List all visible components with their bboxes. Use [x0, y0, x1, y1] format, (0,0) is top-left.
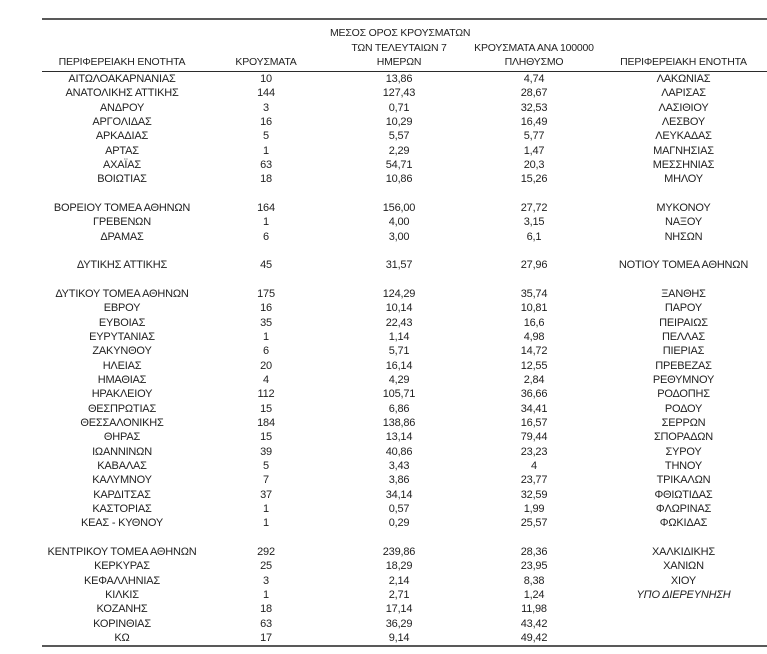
- cell-region: ΔΥΤΙΚΗΣ ΑΤΤΙΚΗΣ: [76, 259, 168, 272]
- column-header-cases: [202, 55, 330, 69]
- cell-cases: 184: [257, 417, 275, 430]
- cell-region: ΗΛΕΙΑΣ: [102, 359, 142, 372]
- cell-avg7: 54,71: [385, 159, 413, 172]
- cell-cases: 292: [257, 545, 275, 558]
- cell-region2: ΜΑΓΝΗΣΙΑΣ: [653, 144, 714, 157]
- cell-per100k: 36,66: [520, 388, 548, 401]
- table-row: [42, 72, 767, 86]
- cell-region: ΗΜΑΘΙΑΣ: [97, 374, 147, 387]
- table-row: [42, 602, 767, 616]
- cell-cases: 18: [260, 603, 272, 616]
- cell-region: ΚΕΡΚΥΡΑΣ: [94, 560, 150, 573]
- spacer-row: [42, 531, 767, 545]
- cell-avg7: 36,29: [385, 617, 413, 630]
- cell-region: ΑΝΔΡΟΥ: [99, 101, 145, 114]
- table-header: [42, 20, 767, 72]
- cell-region2: ΝΗΣΩΝ: [664, 230, 703, 243]
- cell-cases: 18: [260, 173, 272, 186]
- cell-per100k: 16,49: [520, 116, 548, 129]
- cell-per100k: 23,95: [520, 560, 548, 573]
- cell-region: ΗΡΑΚΛΕΙΟΥ: [91, 388, 153, 401]
- column-header-line: ΗΜΕΡΩΝ: [376, 55, 422, 68]
- table-row: [42, 616, 767, 630]
- column-header-line: ΚΡΟΥΣΜΑΤΑ: [235, 55, 297, 68]
- cell-per100k: 16,57: [520, 417, 548, 430]
- table-row: [42, 258, 767, 272]
- cell-per100k: 28,36: [520, 545, 548, 558]
- cell-region: ΕΒΡΟΥ: [103, 302, 141, 315]
- table-row: [42, 316, 767, 330]
- cell-cases: 10: [260, 73, 272, 86]
- cell-region: ΓΡΕΒΕΝΩΝ: [93, 216, 151, 229]
- cell-cases: 5: [263, 130, 269, 143]
- cell-per100k: 3,15: [523, 216, 545, 229]
- cell-cases: 112: [257, 388, 275, 401]
- cell-region: ΚΕΝΤΡΙΚΟΥ ΤΟΜΕΑ ΑΘΗΝΩΝ: [47, 545, 197, 558]
- cell-region: ΚΟΡΙΝΘΙΑΣ: [93, 617, 151, 630]
- cell-per100k: 79,44: [520, 431, 548, 444]
- cell-region2: ΝΑΞΟΥ: [665, 216, 702, 229]
- cell-cases: 1: [263, 503, 269, 515]
- cell-per100k: 5,77: [523, 130, 545, 143]
- cell-per100k: 4: [531, 460, 537, 473]
- cell-avg7: 2,71: [388, 588, 410, 601]
- cell-avg7: 6,86: [388, 402, 410, 415]
- table-row: [42, 573, 767, 587]
- cell-region2: ΣΠΟΡΑΔΩΝ: [653, 431, 714, 444]
- cell-cases: 3: [263, 101, 269, 114]
- cell-avg7: 4,00: [388, 216, 410, 229]
- column-header-avg7: [330, 26, 471, 69]
- cell-region: ΚΑΛΥΜΝΟΥ: [92, 474, 152, 487]
- cell-region2: ΛΑΚΩΝΙΑΣ: [656, 73, 711, 86]
- cell-avg7: 10,14: [385, 302, 413, 315]
- cell-region: ΒΟΡΕΙΟΥ ΤΟΜΕΑ ΑΘΗΝΩΝ: [53, 202, 191, 215]
- cell-region2: ΦΩΚΙΔΑΣ: [659, 517, 708, 530]
- column-header-line: ΠΕΡΙΦΕΡΕΙΑΚΗ ΕΝΟΤΗΤΑ: [58, 55, 186, 68]
- cell-region: ΑΡΤΑΣ: [105, 144, 139, 157]
- cell-avg7: 18,29: [385, 560, 413, 573]
- cell-avg7: 40,86: [385, 445, 413, 458]
- cell-cases: 6: [263, 230, 269, 243]
- cell-region2: ΛΕΥΚΑΔΑΣ: [655, 130, 712, 143]
- table-row: [42, 287, 767, 301]
- cell-cases: 1: [263, 588, 269, 601]
- cell-region2: ΤΡΙΚΑΛΩΝ: [656, 474, 711, 487]
- cell-region: ΙΩΑΝΝΙΝΩΝ: [92, 445, 152, 458]
- cell-region: ΚΙΛΚΙΣ: [105, 588, 139, 601]
- cell-region2: ΠΕΛΛΑΣ: [662, 331, 705, 344]
- cell-region2: ΛΑΣΙΘΙΟΥ: [658, 101, 709, 114]
- cell-region: ΑΧΑΪΑΣ: [102, 159, 141, 172]
- cell-region: ΔΡΑΜΑΣ: [100, 230, 144, 243]
- cell-region: ΚΟΖΑΝΗΣ: [96, 603, 148, 616]
- table-row: [42, 344, 767, 358]
- cell-per100k: 25,57: [520, 517, 548, 530]
- cell-per100k: 10,81: [520, 302, 548, 315]
- cell-per100k: 11,98: [521, 603, 547, 616]
- cell-avg7: 5,71: [388, 345, 410, 358]
- table-row: [42, 373, 767, 387]
- cell-cases: 16: [260, 302, 272, 315]
- cell-cases: 1: [263, 331, 269, 344]
- cell-region2: ΞΑΝΘΗΣ: [661, 288, 706, 301]
- cell-per100k: 23,77: [520, 474, 548, 487]
- cell-region: ΘΕΣΠΡΩΤΙΑΣ: [87, 402, 157, 415]
- spacer-row: [42, 273, 767, 287]
- cell-region2: ΤΗΝΟΥ: [664, 460, 703, 473]
- cell-cases: 164: [257, 202, 275, 215]
- cell-region2: ΡΟΔΟΠΗΣ: [657, 388, 710, 401]
- cell-cases: 1: [263, 216, 269, 229]
- column-header-region2: [600, 55, 767, 69]
- cell-region2: ΥΠΟ ΔΙΕΡΕΥΝΗΣΗ: [636, 588, 731, 601]
- cell-cases: 7: [263, 474, 269, 487]
- table-row: [42, 387, 767, 401]
- table-row: [42, 545, 767, 559]
- cell-avg7: 138,86: [382, 417, 416, 430]
- cell-avg7: 0,29: [388, 517, 410, 530]
- cell-per100k: 2,84: [523, 374, 545, 387]
- cell-per100k: 35,74: [520, 288, 548, 301]
- cell-avg7: 156,00: [382, 202, 416, 215]
- cell-avg7: 0,71: [388, 101, 410, 114]
- cell-per100k: 27,96: [520, 259, 548, 272]
- cell-region: ΑΡΓΟΛΙΔΑΣ: [92, 116, 152, 129]
- cell-avg7: 3,43: [388, 460, 410, 473]
- cell-region: ΚΑΡΔΙΤΣΑΣ: [93, 488, 151, 501]
- cell-per100k: 4,98: [523, 331, 545, 344]
- cell-per100k: 16,6: [523, 316, 545, 329]
- spacer-row: [42, 244, 767, 258]
- table-row: [42, 172, 767, 186]
- cell-region2: ΠΙΕΡΙΑΣ: [662, 345, 705, 358]
- column-header-line: ΠΕΡΙΦΕΡΕΙΑΚΗ ΕΝΟΤΗΤΑ: [620, 55, 747, 68]
- table-row: [42, 516, 767, 530]
- cell-per100k: 34,41: [520, 402, 548, 415]
- cell-avg7: 127,43: [382, 87, 416, 100]
- cell-region: ΑΝΑΤΟΛΙΚΗΣ ΑΤΤΙΚΗΣ: [65, 87, 179, 100]
- table-row: [42, 115, 767, 129]
- cell-region2: ΠΑΡΟΥ: [664, 302, 703, 315]
- cell-region2: ΣΕΡΡΩΝ: [661, 417, 706, 430]
- cell-avg7: 13,86: [385, 73, 413, 86]
- cell-cases: 45: [260, 259, 272, 272]
- cell-avg7: 124,29: [382, 288, 416, 301]
- table-row: [42, 215, 767, 229]
- column-header-line: ΜΕΣΟΣ ΟΡΟΣ ΚΡΟΥΣΜΑΤΩΝ: [330, 27, 471, 40]
- cell-region2: ΧΙΟΥ: [670, 574, 697, 587]
- cell-avg7: 4,29: [388, 374, 410, 387]
- cell-region: ΑΙΤΩΛΟΑΚΑΡΝΑΝΙΑΣ: [68, 73, 176, 86]
- cell-region2: ΡΕΘΥΜΝΟΥ: [652, 374, 715, 387]
- cell-avg7: 3,00: [388, 230, 410, 243]
- cell-avg7: 2,29: [388, 144, 410, 157]
- table-row: [42, 416, 767, 430]
- cell-region2: ΧΑΝΙΩΝ: [663, 560, 704, 573]
- cell-region2: ΛΑΡΙΣΑΣ: [661, 87, 706, 100]
- cell-per100k: 12,55: [520, 359, 548, 372]
- column-header-line: ΤΩΝ ΤΕΛΕΥΤΑΙΩΝ 7: [351, 41, 447, 54]
- table-row: [42, 129, 767, 143]
- cell-cases: 5: [263, 460, 269, 473]
- cell-region2: ΦΛΩΡΙΝΑΣ: [655, 503, 712, 515]
- cell-avg7: 1,14: [388, 331, 410, 344]
- cell-avg7: 16,14: [385, 359, 413, 372]
- cell-region: ΘΕΣΣΑΛΟΝΙΚΗΣ: [80, 417, 164, 430]
- cell-avg7: 10,86: [385, 173, 413, 186]
- cell-region2: ΣΥΡΟΥ: [665, 445, 702, 458]
- cell-region: ΚΑΣΤΟΡΙΑΣ: [92, 503, 152, 515]
- cell-avg7: 31,57: [385, 259, 413, 272]
- table-row: [42, 631, 767, 645]
- cell-cases: 63: [260, 159, 272, 172]
- cell-region: ΚΑΒΑΛΑΣ: [97, 460, 147, 473]
- cell-avg7: 9,14: [388, 631, 410, 644]
- cell-region: ΕΥΒΟΙΑΣ: [98, 316, 146, 329]
- cell-per100k: 1,47: [523, 144, 545, 157]
- cell-region2: ΠΕΙΡΑΙΩΣ: [659, 316, 708, 329]
- cell-per100k: 32,53: [520, 101, 548, 114]
- cell-avg7: 2,14: [388, 574, 410, 587]
- table-row: [42, 301, 767, 315]
- cell-region2: ΜΥΚΟΝΟΥ: [656, 202, 711, 215]
- table-row: [42, 402, 767, 416]
- cell-per100k: 1,99: [523, 503, 545, 515]
- cell-per100k: 8,38: [523, 574, 545, 587]
- cell-avg7: 5,57: [388, 130, 410, 143]
- cell-cases: 1: [263, 144, 269, 157]
- table-row: [42, 101, 767, 115]
- cell-per100k: 23,23: [520, 445, 548, 458]
- cell-cases: 6: [263, 345, 269, 358]
- cell-region: ΚΕΑΣ - ΚΥΘΝΟΥ: [80, 517, 164, 530]
- table-row: [42, 359, 767, 373]
- cell-avg7: 10,29: [385, 116, 413, 129]
- cell-per100k: 14,72: [520, 345, 548, 358]
- cell-avg7: 17,14: [385, 603, 413, 616]
- table-row: [42, 488, 767, 502]
- cell-per100k: 27,72: [520, 202, 548, 215]
- cell-avg7: 13,14: [385, 431, 413, 444]
- cell-region2: ΜΗΛΟΥ: [664, 173, 703, 186]
- cell-region: ΕΥΡΥΤΑΝΙΑΣ: [89, 331, 155, 344]
- cell-region2: ΠΡΕΒΕΖΑΣ: [655, 359, 712, 372]
- cell-avg7: 239,86: [382, 545, 416, 558]
- table-row: [42, 230, 767, 244]
- cell-per100k: 32,59: [520, 488, 548, 501]
- cell-cases: 37: [260, 488, 272, 501]
- cell-region: ΔΥΤΙΚΟΥ ΤΟΜΕΑ ΑΘΗΝΩΝ: [55, 288, 189, 301]
- table-row: [42, 559, 767, 573]
- cell-region: ΖΑΚΥΝΘΟΥ: [92, 345, 152, 358]
- cell-cases: 175: [257, 288, 275, 301]
- table-row: [42, 473, 767, 487]
- cell-avg7: 0,57: [388, 503, 410, 515]
- cell-cases: 144: [257, 87, 275, 100]
- cell-region2: ΛΕΣΒΟΥ: [661, 116, 706, 129]
- table-row: [42, 445, 767, 459]
- spacer-row: [42, 187, 767, 201]
- cell-cases: 39: [260, 445, 272, 458]
- cell-avg7: 105,71: [382, 388, 416, 401]
- cell-region2: ΦΘΙΩΤΙΔΑΣ: [654, 488, 713, 501]
- table-row: [42, 86, 767, 100]
- cell-region2: ΝΟΤΙΟΥ ΤΟΜΕΑ ΑΘΗΝΩΝ: [618, 259, 749, 272]
- cell-per100k: 43,42: [520, 617, 548, 630]
- table-row: [42, 201, 767, 215]
- cell-cases: 4: [263, 374, 269, 387]
- cell-region: ΒΟΙΩΤΙΑΣ: [97, 173, 147, 186]
- table-body: [42, 72, 767, 647]
- cell-avg7: 34,14: [385, 488, 413, 501]
- column-header-line: ΚΡΟΥΣΜΑΤΑ ΑΝΑ 100000: [474, 41, 594, 54]
- cell-region: ΚΩ: [114, 631, 130, 644]
- cell-cases: 15: [260, 431, 272, 444]
- column-header-per100k: [468, 41, 600, 69]
- table-row: [42, 502, 767, 516]
- cell-per100k: 20,3: [523, 159, 545, 172]
- cell-region: ΘΗΡΑΣ: [103, 431, 141, 444]
- cell-avg7: 3,86: [388, 474, 410, 487]
- cell-per100k: 4,74: [523, 73, 545, 86]
- table-row: [42, 144, 767, 158]
- cell-cases: 15: [260, 402, 272, 415]
- cell-cases: 3: [263, 574, 269, 587]
- cell-per100k: 49,42: [520, 631, 548, 644]
- cell-region2: ΧΑΛΚΙΔΙΚΗΣ: [652, 545, 715, 558]
- cell-region: ΑΡΚΑΔΙΑΣ: [95, 130, 149, 143]
- table-row: [42, 158, 767, 172]
- table-row: [42, 330, 767, 344]
- column-header-line: ΠΛΗΘΥΣΜΟ: [504, 55, 564, 68]
- cell-region2: ΜΕΣΣΗΝΙΑΣ: [652, 159, 715, 172]
- cell-per100k: 28,67: [520, 87, 548, 100]
- cell-per100k: 6,1: [526, 230, 542, 243]
- table-row: [42, 459, 767, 473]
- cell-region: ΚΕΦΑΛΛΗΝΙΑΣ: [83, 574, 161, 587]
- cell-cases: 17: [260, 631, 272, 644]
- cell-cases: 25: [260, 560, 272, 573]
- table-row: [42, 588, 767, 602]
- cell-cases: 16: [260, 116, 272, 129]
- cell-cases: 63: [260, 617, 272, 630]
- cell-cases: 20: [260, 359, 272, 372]
- column-header-region: [42, 55, 202, 69]
- cell-cases: 35: [260, 316, 272, 329]
- regional-unit-cases-table: [42, 18, 767, 647]
- cell-per100k: 15,26: [520, 173, 548, 186]
- table-row: [42, 430, 767, 444]
- cell-region2: ΡΟΔΟΥ: [664, 402, 703, 415]
- cell-avg7: 22,43: [385, 316, 413, 329]
- cell-cases: 1: [263, 517, 269, 530]
- cell-per100k: 1,24: [523, 588, 545, 601]
